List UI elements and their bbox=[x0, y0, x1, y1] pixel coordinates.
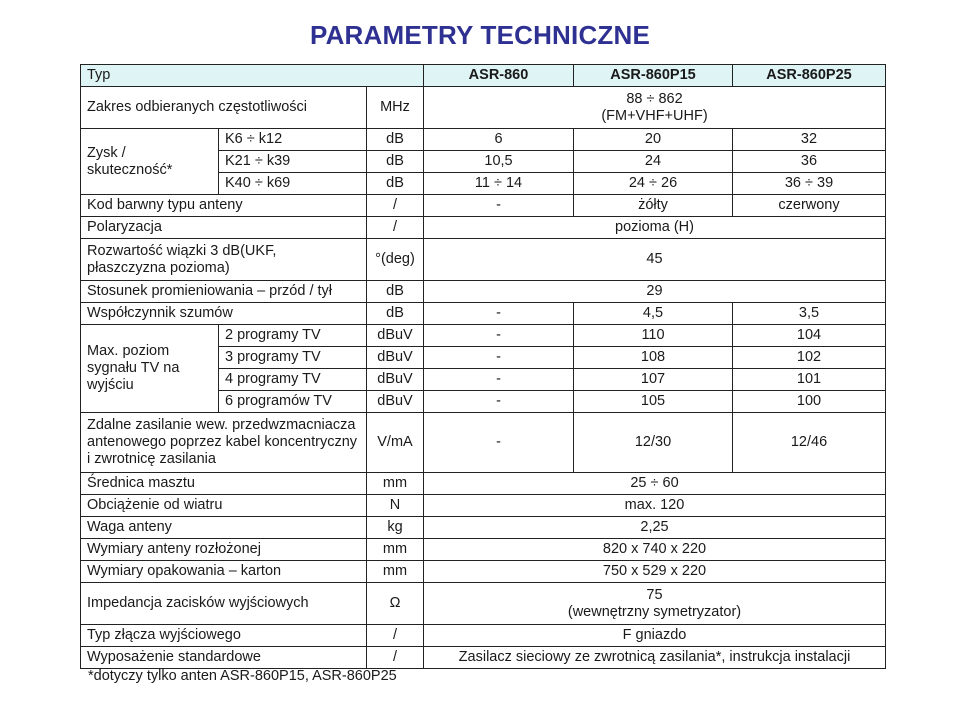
sub-label: 4 programy TV bbox=[219, 369, 367, 391]
table-row bbox=[81, 473, 886, 495]
band-label: K40 ÷ k69 bbox=[219, 173, 367, 195]
band-label: K6 ÷ k12 bbox=[219, 129, 367, 151]
param-label: Obciążenie od wiatru bbox=[81, 495, 367, 517]
param-label bbox=[81, 413, 367, 473]
param-label: Wymiary anteny rozłożonej bbox=[81, 539, 367, 561]
table-row bbox=[81, 495, 886, 517]
band-label: K21 ÷ k39 bbox=[219, 151, 367, 173]
value-cell: 105 bbox=[574, 391, 733, 413]
value-cell: 25 ÷ 60 bbox=[424, 473, 886, 495]
value-cell: - bbox=[424, 413, 574, 473]
param-label: Wymiary opakowania – karton bbox=[81, 561, 367, 583]
param-line: sygnału TV na bbox=[87, 360, 180, 376]
value-cell: czerwony bbox=[733, 195, 886, 217]
param-label: Zakres odbieranych częstotliwości bbox=[81, 87, 367, 129]
table-row bbox=[81, 239, 886, 281]
unit-cell: / bbox=[367, 625, 424, 647]
value-cell: 4,5 bbox=[574, 303, 733, 325]
param-label: Polaryzacja bbox=[81, 217, 367, 239]
sub-label: 2 programy TV bbox=[219, 325, 367, 347]
param-line: Rozwartość wiązki 3 dB(UKF, bbox=[87, 242, 277, 259]
value-line: (FM+VHF+UHF) bbox=[601, 107, 708, 124]
unit-cell: / bbox=[367, 217, 424, 239]
value-line: (wewnętrzny symetryzator) bbox=[567, 603, 742, 620]
header-model-asr860: ASR-860 bbox=[424, 65, 574, 87]
value-cell: żółty bbox=[574, 195, 733, 217]
value-cell: 29 bbox=[424, 281, 886, 303]
unit-cell: dBuV bbox=[367, 369, 424, 391]
table-row bbox=[81, 195, 886, 217]
value-cell: 24 bbox=[574, 151, 733, 173]
value-cell: 20 bbox=[574, 129, 733, 151]
page-title: PARAMETRY TECHNICZNE bbox=[309, 20, 651, 50]
param-line: Max. poziom bbox=[87, 343, 170, 359]
param-label: Wyposażenie standardowe bbox=[81, 647, 367, 669]
value-cell: max. 120 bbox=[424, 495, 886, 517]
param-label: Impedancja zacisków wyjściowych bbox=[81, 583, 367, 625]
value-cell: F gniazdo bbox=[424, 625, 886, 647]
value-cell bbox=[424, 87, 886, 129]
value-cell: 101 bbox=[733, 369, 886, 391]
param-label-poziom bbox=[81, 325, 219, 413]
table-row bbox=[81, 413, 886, 473]
param-label bbox=[81, 239, 367, 281]
param-label: Współczynnik szumów bbox=[81, 303, 367, 325]
table-row bbox=[81, 561, 886, 583]
value-cell: 24 ÷ 26 bbox=[574, 173, 733, 195]
value-cell: - bbox=[424, 347, 574, 369]
value-cell: 12/46 bbox=[733, 413, 886, 473]
value-cell: - bbox=[424, 369, 574, 391]
value-cell: pozioma (H) bbox=[424, 217, 886, 239]
value-cell: 45 bbox=[424, 239, 886, 281]
value-cell bbox=[424, 583, 886, 625]
table-row bbox=[81, 303, 886, 325]
value-cell: 32 bbox=[733, 129, 886, 151]
value-cell: Zasilacz sieciowy ze zwrotnicą zasilania*, instrukcja instalacji bbox=[424, 647, 886, 669]
param-label: Stosunek promieniowania – przód / tył bbox=[81, 281, 367, 303]
unit-cell: dBuV bbox=[367, 347, 424, 369]
table-row bbox=[81, 583, 886, 625]
value-cell: 36 ÷ 39 bbox=[733, 173, 886, 195]
value-cell: - bbox=[424, 195, 574, 217]
unit-cell: / bbox=[367, 195, 424, 217]
param-label: Kod barwny typu anteny bbox=[81, 195, 367, 217]
param-line: skuteczność* bbox=[87, 161, 173, 178]
table-row bbox=[81, 325, 886, 347]
unit-cell: Ω bbox=[367, 583, 424, 625]
unit-cell: MHz bbox=[367, 87, 424, 129]
param-label: Średnica masztu bbox=[81, 473, 367, 495]
header-model-asr860p15: ASR-860P15 bbox=[574, 65, 733, 87]
unit-cell: mm bbox=[367, 539, 424, 561]
unit-cell: dBuV bbox=[367, 325, 424, 347]
unit-cell: N bbox=[367, 495, 424, 517]
param-line: wyjściu bbox=[87, 377, 134, 393]
value-cell: 108 bbox=[574, 347, 733, 369]
value-cell: 110 bbox=[574, 325, 733, 347]
param-label: Typ złącza wyjściowego bbox=[81, 625, 367, 647]
param-line: i zwrotnicę zasilania bbox=[87, 451, 216, 467]
value-cell: 820 x 740 x 220 bbox=[424, 539, 886, 561]
table-row bbox=[81, 217, 886, 239]
unit-cell: dB bbox=[367, 173, 424, 195]
unit-cell: dB bbox=[367, 303, 424, 325]
value-cell: 750 x 529 x 220 bbox=[424, 561, 886, 583]
value-cell: 36 bbox=[733, 151, 886, 173]
value-cell: - bbox=[424, 391, 574, 413]
sub-label: 3 programy TV bbox=[219, 347, 367, 369]
param-line: antenowego poprzez kabel koncentryczny bbox=[87, 434, 358, 450]
param-line: Zysk / bbox=[87, 144, 126, 161]
value-cell: 11 ÷ 14 bbox=[424, 173, 574, 195]
unit-cell: mm bbox=[367, 561, 424, 583]
value-cell: 2,25 bbox=[424, 517, 886, 539]
unit-cell: °(deg) bbox=[367, 239, 424, 281]
value-cell: 3,5 bbox=[733, 303, 886, 325]
table-row bbox=[81, 281, 886, 303]
header-model-asr860p25: ASR-860P25 bbox=[733, 65, 886, 87]
value-cell: 10,5 bbox=[424, 151, 574, 173]
param-line: płaszczyzna pozioma) bbox=[87, 259, 230, 276]
table-header-row bbox=[81, 65, 886, 87]
table-row bbox=[81, 129, 886, 151]
unit-cell: mm bbox=[367, 473, 424, 495]
unit-cell: / bbox=[367, 647, 424, 669]
footnote: *dotyczy tylko anten ASR-860P15, ASR-860P25 bbox=[88, 668, 397, 684]
value-cell: 12/30 bbox=[574, 413, 733, 473]
value-line: 88 ÷ 862 bbox=[626, 90, 683, 107]
table-row bbox=[81, 87, 886, 129]
unit-cell: V/mA bbox=[367, 413, 424, 473]
param-line: Zdalne zasilanie wew. przedwzmacniacza bbox=[87, 417, 356, 433]
table-row bbox=[81, 539, 886, 561]
unit-cell: dB bbox=[367, 151, 424, 173]
unit-cell: dBuV bbox=[367, 391, 424, 413]
value-cell: 102 bbox=[733, 347, 886, 369]
unit-cell: dB bbox=[367, 281, 424, 303]
header-type-label: Typ bbox=[81, 65, 424, 87]
param-label: Waga anteny bbox=[81, 517, 367, 539]
value-cell: - bbox=[424, 325, 574, 347]
table-row bbox=[81, 517, 886, 539]
sub-label: 6 programów TV bbox=[219, 391, 367, 413]
value-cell: 100 bbox=[733, 391, 886, 413]
table-row bbox=[81, 625, 886, 647]
spec-table bbox=[80, 64, 886, 669]
value-cell: 104 bbox=[733, 325, 886, 347]
table-row bbox=[81, 647, 886, 669]
param-label-zysk bbox=[81, 129, 219, 195]
value-cell: - bbox=[424, 303, 574, 325]
unit-cell: dB bbox=[367, 129, 424, 151]
value-line: 75 bbox=[646, 586, 663, 603]
unit-cell: kg bbox=[367, 517, 424, 539]
value-cell: 107 bbox=[574, 369, 733, 391]
value-cell: 6 bbox=[424, 129, 574, 151]
